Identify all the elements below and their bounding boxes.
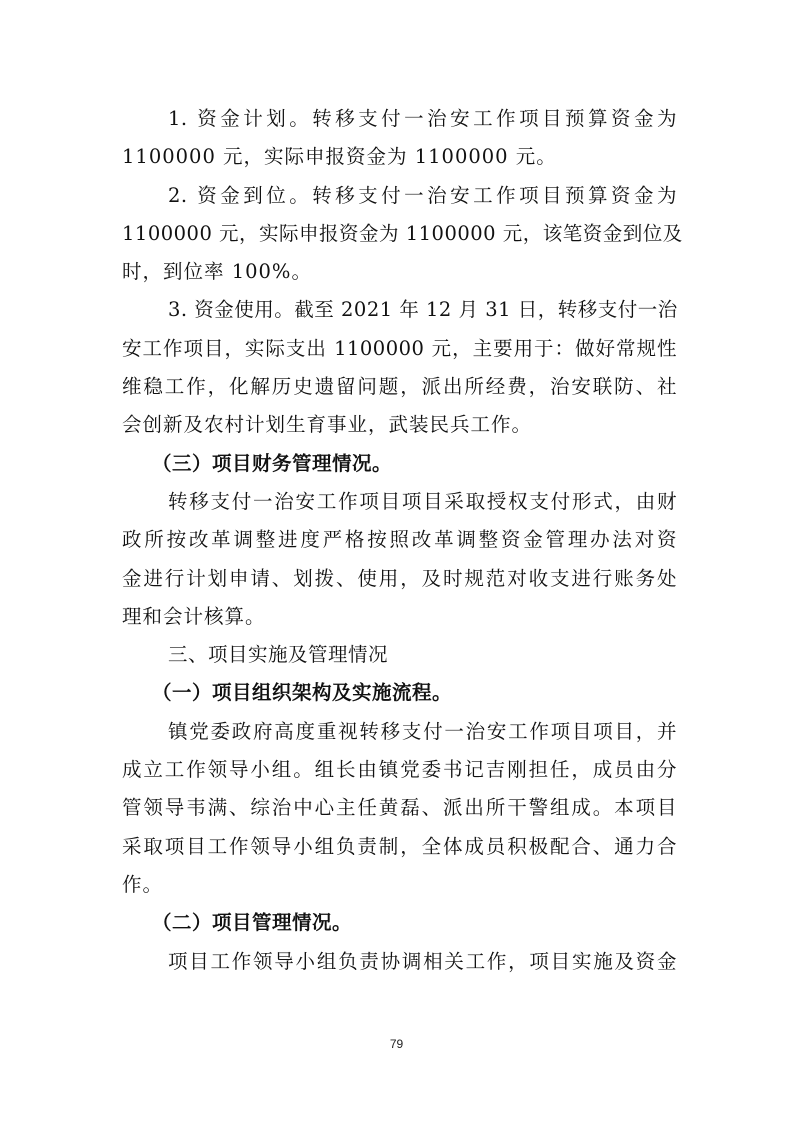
section-heading: （三）项目财务管理情况。 xyxy=(152,451,393,475)
text-line: 维稳工作，化解历史遗留问题，派出所经费，治安联防、社 xyxy=(122,375,677,399)
text-line: 安工作项目，实际支出 1100000 元，主要用于：做好常规性 xyxy=(122,336,677,360)
section-heading: （二）项目管理情况。 xyxy=(152,911,353,935)
section-heading: （一）项目组织架构及实施流程。 xyxy=(152,681,453,705)
section-heading: 三、项目实施及管理情况 xyxy=(168,643,389,667)
text-line: 管领导韦满、综治中心主任黄磊、派出所干警组成。本项目 xyxy=(122,796,677,820)
text-line: 项目工作领导小组负责协调相关工作，项目实施及资金 xyxy=(168,949,677,973)
text-line: 会创新及农村计划生育事业，武装民兵工作。 xyxy=(122,413,533,437)
text-line: 转移支付一治安工作项目项目采取授权支付形式，由财 xyxy=(168,489,677,513)
text-line: 1100000 元，实际申报资金为 1100000 元。 xyxy=(122,145,557,169)
text-line: 2. 资金到位。转移支付一治安工作项目预算资金为 xyxy=(168,183,677,207)
text-line: 1100000 元，实际申报资金为 1100000 元，该笔资金到位及 xyxy=(122,221,683,245)
page-number: 79 xyxy=(389,1037,404,1051)
text-line: 3. 资金使用。截至 2021 年 12 月 31 日，转移支付一治 xyxy=(168,298,678,322)
text-line: 政所按改革调整进度严格按照改革调整资金管理办法对资 xyxy=(122,528,677,552)
text-line: 镇党委政府高度重视转移支付一治安工作项目项目，并 xyxy=(168,719,677,743)
text-line: 金进行计划申请、划拨、使用，及时规范对收支进行账务处 xyxy=(122,566,677,590)
text-line: 作。 xyxy=(122,872,164,896)
text-line: 成立工作领导小组。组长由镇党委书记吉刚担任，成员由分 xyxy=(122,758,677,782)
text-line: 时，到位率 100%。 xyxy=(122,260,312,284)
text-line: 1. 资金计划。转移支付一治安工作项目预算资金为 xyxy=(168,107,677,130)
document-body xyxy=(122,100,683,981)
text-line: 理和会计核算。 xyxy=(122,604,266,628)
text-line: 采取项目工作领导小组负责制，全体成员积极配合、通力合 xyxy=(122,834,677,858)
